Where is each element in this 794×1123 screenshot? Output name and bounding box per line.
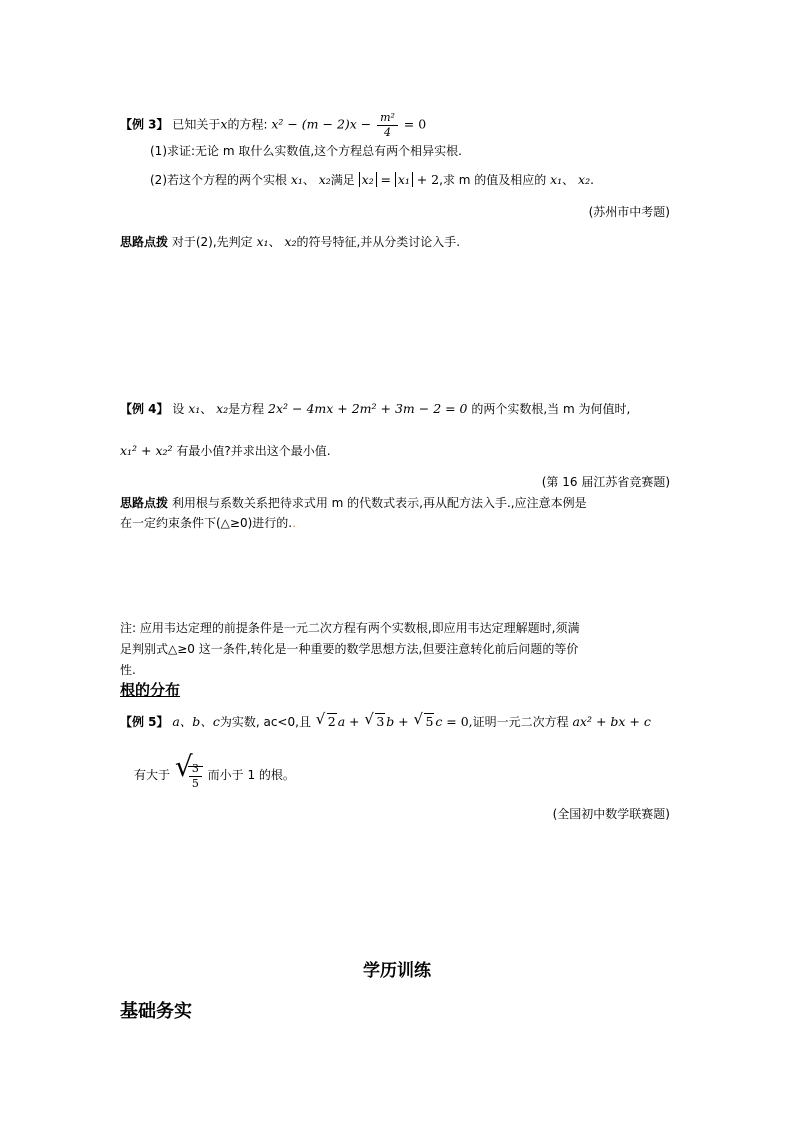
example-4-statement-line-2: x₁² + x₂² 有最小值?并求出这个最小值. — [120, 443, 331, 458]
training-title: 学历训练 — [363, 961, 431, 981]
example-3-statement: 【例 3】 已知关于x的方程: x² − (m − 2)x − $\frac{\text{m²}}{4}$ = 0 — [120, 111, 427, 139]
example-5-source: (全国初中数学联赛题) — [552, 807, 670, 821]
sqrt-fraction: √ $\frac{3}{5}$ — [175, 758, 203, 792]
example-4-hint-line-2: 在一定约束条件下(△≥0)进行的.. — [120, 516, 296, 530]
note-line-3: 性. — [120, 663, 136, 677]
section-heading-root-distribution: 根的分布 — [120, 681, 181, 699]
basics-title: 基础务实 — [120, 1001, 192, 1022]
fraction: $\frac{\text{m²}}{4}$ — [377, 111, 398, 139]
sqrt-2: √ 2 — [315, 710, 336, 729]
example-4-statement: 【例 4】 设 x₁、 x₂是方程 2x² − 4mx + 2m² + 3m − 2 = 0 的两个实数根,当 m 为何值时, — [120, 401, 631, 416]
example-3-source: (苏州市中考题) — [588, 205, 670, 219]
equation-left: x² − (m − 2)x − — [271, 116, 372, 132]
example-3-hint: 思路点拨 对于(2),先判定 x₁、 x₂的符号特征,并从分类讨论入手. — [120, 234, 461, 249]
example-4-hint-line-1: 思路点拨 利用根与系数关系把待求式用 m 的代数式表示,再从配方法入手.,应注意本例是 — [120, 496, 587, 510]
sqrt-5: √ 5 — [413, 710, 434, 729]
hint-label: 思路点拨 — [120, 235, 169, 249]
example-5-label: 【例 5】 — [120, 715, 169, 729]
example-4-label: 【例 4】 — [120, 402, 169, 416]
note-line-2: 足判别式△≥0 这一条件,转化是一种重要的数学思想方法,但要注意转化前后问题的等价 — [120, 642, 579, 656]
abs-x1: x₁ — [395, 172, 413, 187]
example-5-statement-line-2: 有大于 √ $\frac{3}{5}$ 而小于 1 的根。 — [134, 758, 295, 792]
example-4-source: (第 16 届江苏省竞赛题) — [541, 475, 670, 489]
example-3-label: 【例 3】 — [120, 117, 169, 132]
example-4-equation: 2x² − 4mx + 2m² + 3m − 2 = 0 — [268, 401, 468, 416]
abs-x2: x₂ — [359, 172, 377, 187]
sum-of-squares: x₁² + x₂² — [120, 443, 173, 458]
example-3-question-2: (2)若这个方程的两个实根 x₁、 x₂满足 x₂ = x₁ + 2,求 m 的值及相应的 x₁、 x₂. — [150, 172, 594, 187]
example-3-question-1: (1)求证:无论 m 取什么实数值,这个方程总有两个相异实根. — [150, 144, 462, 158]
note-line-1: 注: 应用韦达定理的前提条件是一元二次方程有两个实数根,即应用韦达定理解题时,须满 — [120, 621, 580, 635]
hint-label: 思路点拨 — [120, 496, 169, 510]
example-5-statement: 【例 5】 a、b、c为实数, ac<0,且 √ 2 a + √ 3 b + √ 5 c = 0,证明一元二次方程 ax² + bx + c — [120, 712, 651, 732]
sqrt-3: √ 3 — [364, 710, 385, 729]
quadratic-expression: ax² + bx + c — [572, 714, 651, 729]
